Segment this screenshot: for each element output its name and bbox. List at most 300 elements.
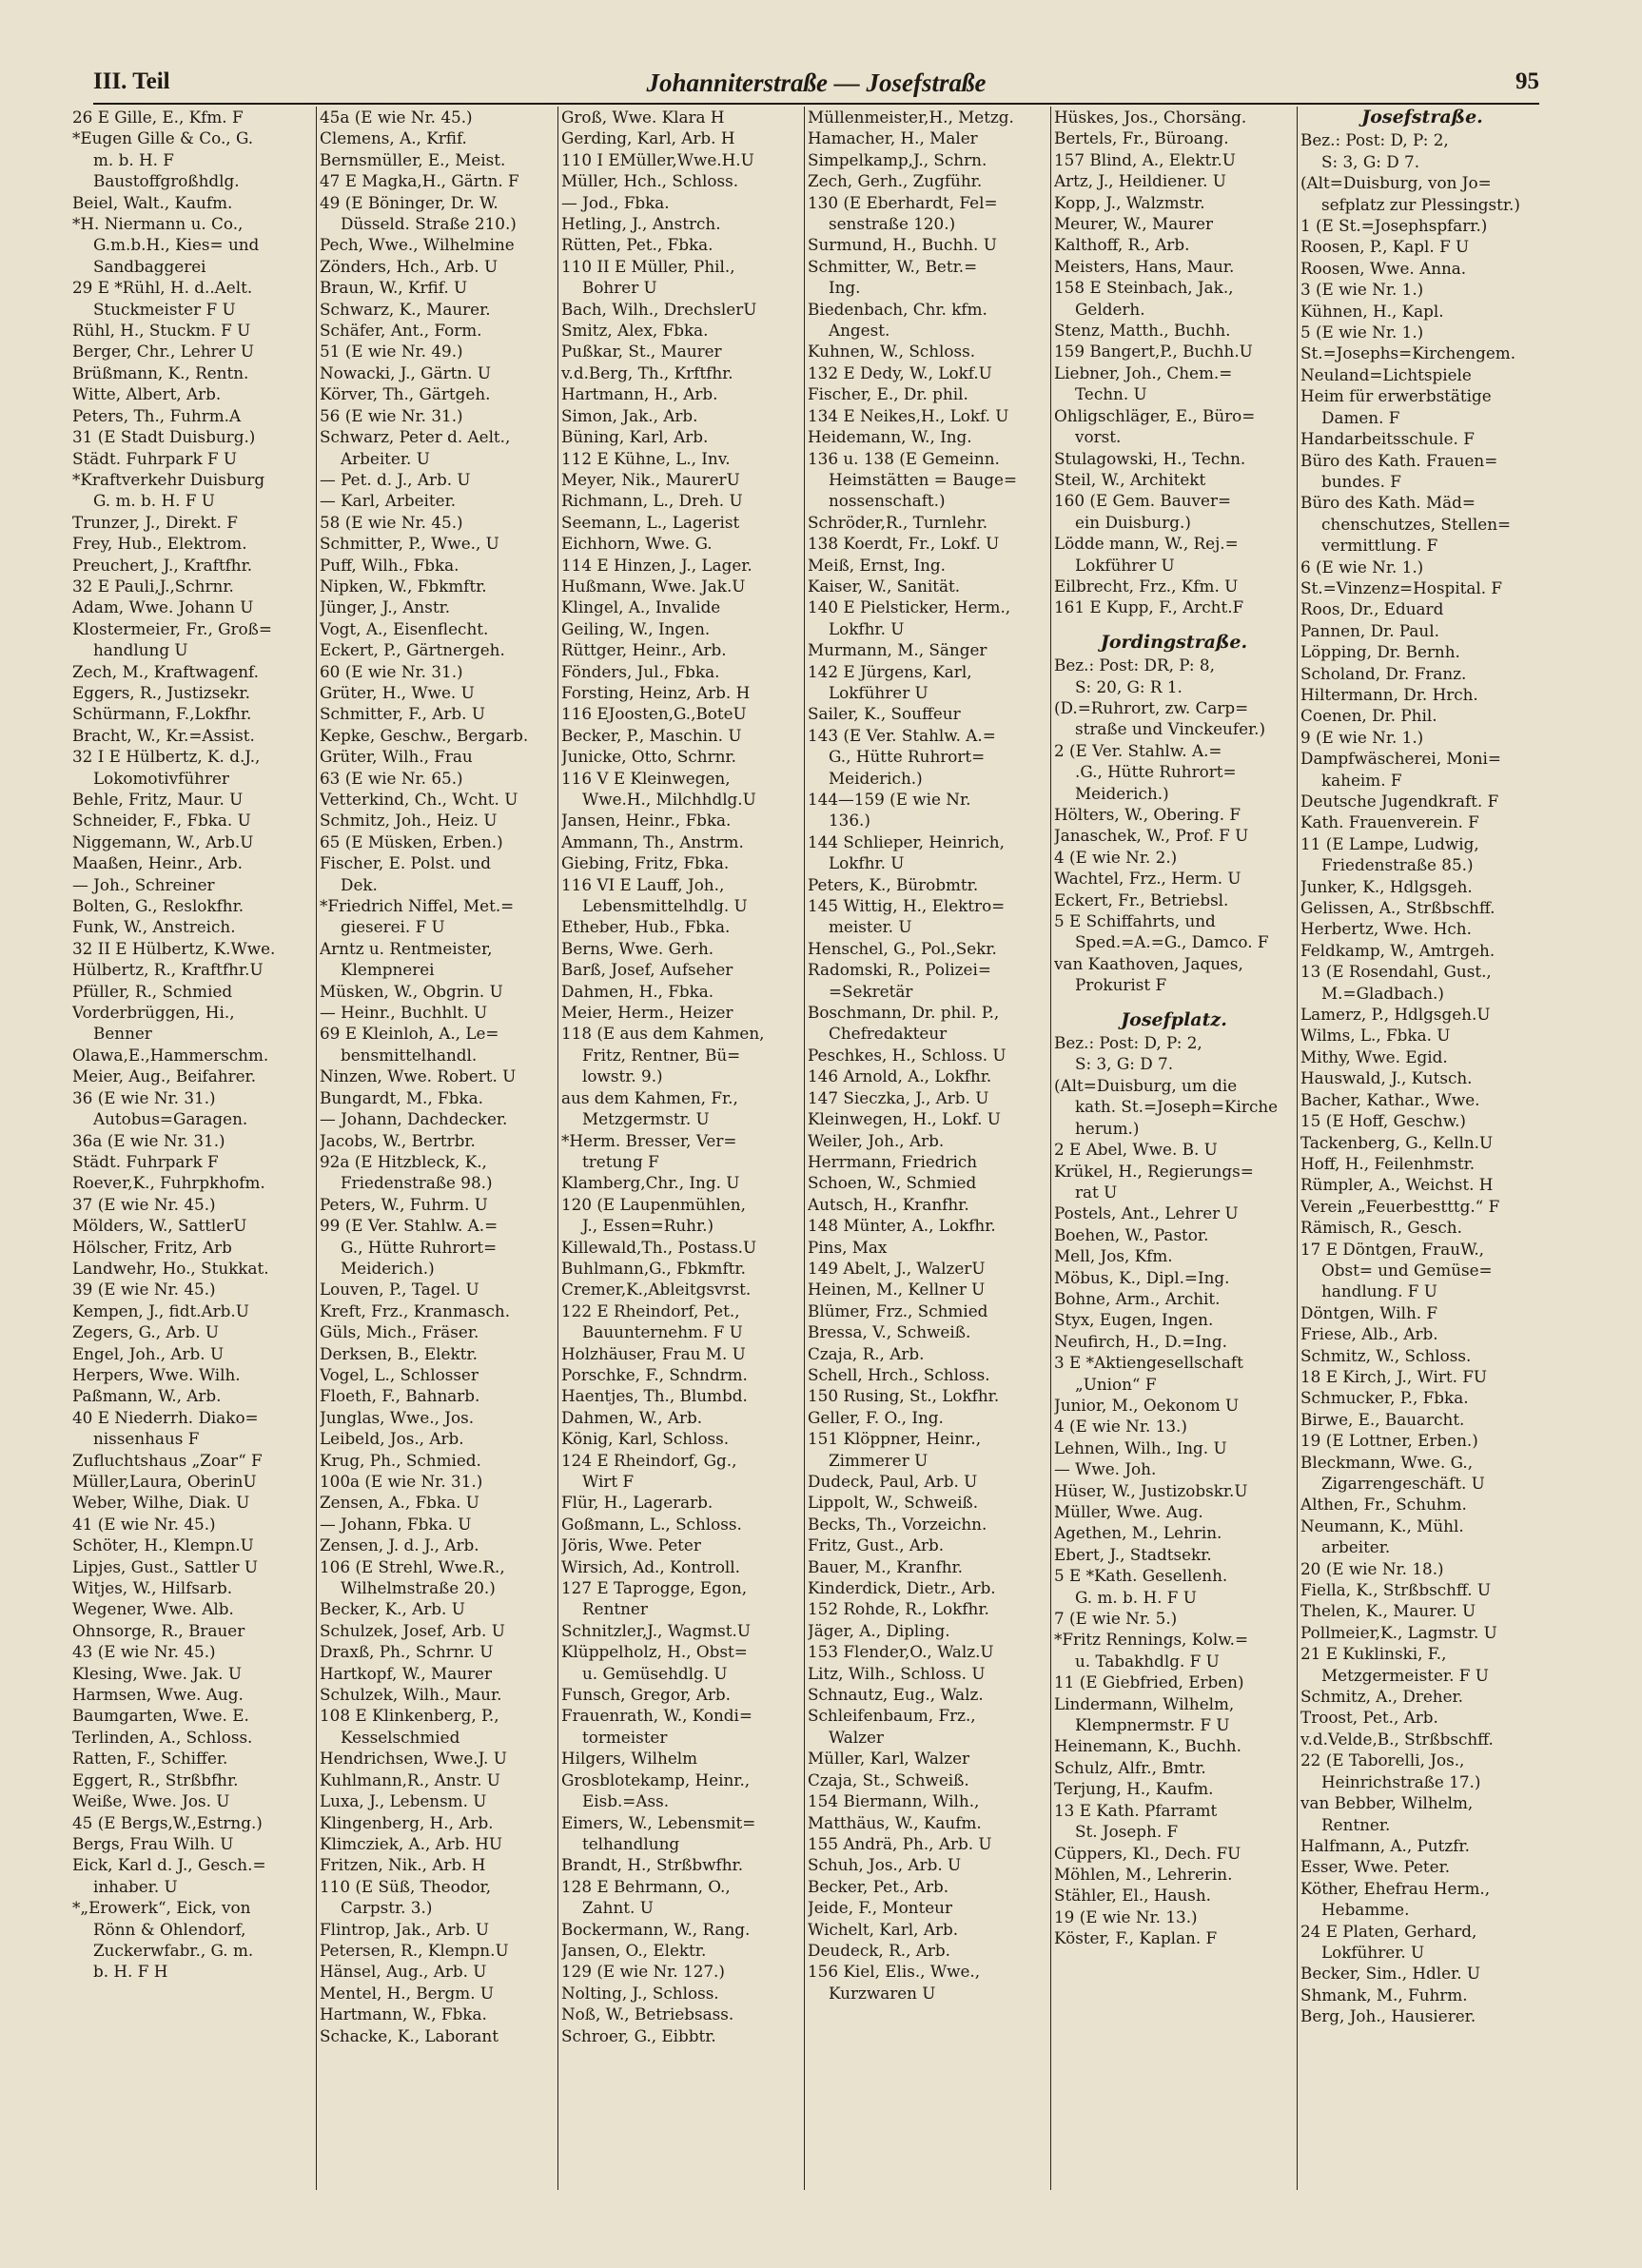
directory-entry: Friedenstraße 85.) bbox=[1321, 855, 1474, 875]
directory-entry: herum.) bbox=[1075, 1118, 1140, 1138]
directory-entry: 58 (E wie Nr. 45.) bbox=[320, 512, 463, 532]
directory-entry: meister. U bbox=[829, 917, 912, 937]
directory-entry: Bergs, Frau Wilh. U bbox=[72, 1833, 234, 1853]
directory-entry: 92a (E Hitzbleck, K., bbox=[320, 1151, 487, 1171]
directory-entry: Frauenrath, W., Kondi= bbox=[561, 1706, 753, 1726]
directory-entry: 114 E Hinzen, J., Lager. bbox=[561, 555, 753, 575]
column-3 bbox=[561, 107, 801, 2190]
directory-entry: handlung. F U bbox=[1321, 1281, 1437, 1301]
directory-entry: Bez.: Post: D, P: 2, bbox=[1300, 130, 1449, 150]
directory-entry: Wichelt, Karl, Arb. bbox=[808, 1919, 959, 1939]
directory-entry: 116 V E Kleinwegen, bbox=[561, 768, 731, 788]
directory-entry: Eick, Karl d. J., Gesch.= bbox=[72, 1855, 266, 1875]
directory-entry: Barß, Josef, Aufseher bbox=[561, 960, 733, 980]
directory-entry: Prokurist F bbox=[1075, 975, 1167, 995]
directory-entry: Meiderich.) bbox=[341, 1258, 435, 1278]
directory-entry: 159 Bangert,P., Buchh.U bbox=[1054, 342, 1253, 362]
directory-entry: Mithy, Wwe. Egid. bbox=[1300, 1046, 1448, 1066]
column-divider bbox=[557, 107, 558, 2190]
directory-entry: Draxß, Ph., Schrnr. U bbox=[320, 1642, 494, 1662]
directory-entry: 136.) bbox=[829, 811, 870, 831]
directory-entry: G., Hütte Ruhrort= bbox=[341, 1237, 498, 1257]
directory-entry: Mölders, W., SattlerU bbox=[72, 1216, 247, 1236]
directory-entry: Carpstr. 3.) bbox=[341, 1898, 433, 1918]
directory-entry: Angest. bbox=[829, 321, 890, 341]
directory-entry: Becker, P., Maschin. U bbox=[561, 725, 742, 745]
directory-entry: Klingel, A., Invalide bbox=[561, 597, 721, 617]
directory-entry: Bernsmüller, E., Meist. bbox=[320, 149, 506, 169]
directory-entry: *Friedrich Niffel, Met.= bbox=[320, 896, 515, 916]
directory-entry: Verein „Feuerbestttg.“ F bbox=[1300, 1196, 1500, 1216]
directory-entry: Schmitz, A., Dreher. bbox=[1300, 1687, 1464, 1707]
directory-entry: 31 (E Stadt Duisburg.) bbox=[72, 427, 256, 447]
directory-entry: Müller, Karl, Walzer bbox=[808, 1749, 970, 1769]
directory-entry: Hoff, H., Feilenhmstr. bbox=[1300, 1153, 1476, 1173]
directory-entry: Bleckmann, Wwe. G., bbox=[1300, 1452, 1474, 1472]
directory-entry: Kreft, Frz., Kranmasch. bbox=[320, 1300, 511, 1320]
directory-entry: *Herm. Bresser, Ver= bbox=[561, 1130, 737, 1150]
directory-entry: Grüter, H., Wwe. U bbox=[320, 682, 475, 702]
directory-entry: 116 EJoosten,G.,BoteU bbox=[561, 704, 747, 724]
directory-entry: St.=Josephs=Kirchengem. bbox=[1300, 343, 1516, 363]
directory-entry: Bauunternehm. F U bbox=[582, 1322, 743, 1342]
directory-entry: Möhlen, M., Lehrerin. bbox=[1054, 1864, 1233, 1884]
directory-entry: Schöter, H., Klempn.U bbox=[72, 1535, 254, 1555]
directory-entry: 112 E Kühne, L., Inv. bbox=[561, 448, 731, 468]
directory-entry: 69 E Kleinloh, A., Le= bbox=[320, 1024, 499, 1044]
directory-entry: Bressa, V., Schweiß. bbox=[808, 1322, 971, 1342]
directory-entry: Kuhnen, W., Schloss. bbox=[808, 342, 976, 362]
directory-entry: Pins, Max bbox=[808, 1237, 888, 1257]
directory-entry: Ebert, J., Stadtsekr. bbox=[1054, 1544, 1212, 1564]
directory-entry: 138 Koerdt, Fr., Lokf. U bbox=[808, 534, 1000, 554]
directory-entry: 36 (E wie Nr. 31.) bbox=[72, 1087, 216, 1107]
header-rule bbox=[93, 103, 1539, 105]
directory-entry: Schneider, F., Fbka. U bbox=[72, 811, 251, 831]
directory-entry: Meier, Aug., Beifahrer. bbox=[72, 1066, 257, 1086]
directory-entry: .G., Hütte Ruhrort= bbox=[1075, 762, 1237, 782]
directory-entry: 106 (E Strehl, Wwe.R., bbox=[320, 1556, 505, 1576]
directory-entry: 45 (E Bergs,W.,Estrng.) bbox=[72, 1812, 263, 1832]
directory-entry: Peters, W., Fuhrm. U bbox=[320, 1194, 488, 1214]
directory-entry: St.=Vinzenz=Hospital. F bbox=[1300, 577, 1503, 597]
directory-entry: Rütten, Pet., Fbka. bbox=[561, 235, 713, 255]
directory-entry: 43 (E wie Nr. 45.) bbox=[72, 1642, 216, 1662]
directory-entry: Czaja, R., Arb. bbox=[808, 1343, 925, 1363]
directory-entry: Cremer,K.,Ableitgsvrst. bbox=[561, 1280, 752, 1300]
directory-entry: Schuh, Jos., Arb. U bbox=[808, 1855, 962, 1875]
directory-entry: Sailer, K., Souffeur bbox=[808, 704, 961, 724]
directory-entry: Gelderh. bbox=[1075, 299, 1145, 319]
directory-entry: Killewald,Th., Postass.U bbox=[561, 1237, 757, 1257]
directory-entry: Benner bbox=[93, 1024, 152, 1044]
directory-entry: Schwarz, K., Maurer. bbox=[320, 299, 491, 319]
directory-entry: Haentjes, Th., Blumbd. bbox=[561, 1386, 748, 1406]
directory-entry: Jansen, Heinr., Fbka. bbox=[561, 811, 732, 831]
directory-entry: 145 Wittig, H., Elektro= bbox=[808, 896, 1006, 916]
directory-entry: Lindermann, Wilhelm, bbox=[1054, 1693, 1235, 1713]
directory-entry: *„Erowerk“, Eick, von bbox=[72, 1898, 251, 1918]
directory-entry: 1 (E St.=Josephspfarr.) bbox=[1300, 216, 1488, 236]
directory-entry: 32 I E Hülbertz, K. d.J., bbox=[72, 747, 261, 767]
directory-entry: 152 Rohde, R., Lokfhr. bbox=[808, 1599, 989, 1619]
directory-entry: Herpers, Wwe. Wilh. bbox=[72, 1364, 241, 1384]
directory-entry: Köther, Ehefrau Herm., bbox=[1300, 1878, 1491, 1898]
directory-entry: Heinrichstraße 17.) bbox=[1321, 1771, 1481, 1791]
directory-entry: v.d.Berg, Th., Krftfhr. bbox=[561, 362, 733, 382]
directory-entry: Smitz, Alex, Fbka. bbox=[561, 321, 709, 341]
directory-entry: Friedenstraße 98.) bbox=[341, 1173, 493, 1193]
directory-entry: Bohrer U bbox=[582, 278, 657, 298]
directory-entry: Friese, Alb., Arb. bbox=[1300, 1324, 1438, 1344]
directory-entry: 2 (E Ver. Stahlw. A.= bbox=[1054, 740, 1222, 760]
directory-entry: Dahmen, H., Fbka. bbox=[561, 981, 714, 1001]
directory-entry: Fritz, Rentner, Bü= bbox=[582, 1045, 741, 1065]
directory-entry: Zensen, J. d. J., Arb. bbox=[320, 1535, 479, 1555]
directory-entry: Roever,K., Fuhrpkhofm. bbox=[72, 1173, 265, 1193]
directory-entry: Müllenmeister,H., Metzg. bbox=[808, 108, 1014, 127]
directory-entry: St. Joseph. F bbox=[1075, 1822, 1179, 1842]
directory-entry: Meiß, Ernst, Ing. bbox=[808, 555, 946, 575]
directory-entry: 18 E Kirch, J., Wirt. FU bbox=[1300, 1366, 1488, 1386]
directory-entry: 143 (E Ver. Stahlw. A.= bbox=[808, 725, 996, 745]
directory-entry: 56 (E wie Nr. 31.) bbox=[320, 405, 463, 425]
directory-entry: 11 (E Lampe, Ludwig, bbox=[1300, 833, 1479, 853]
directory-entry: Vorderbrüggen, Hi., bbox=[72, 1003, 235, 1023]
column-2 bbox=[320, 107, 557, 2190]
directory-entry: Schmitter, W., Betr.= bbox=[808, 256, 978, 276]
directory-entry: Vogel, L., Schlosser bbox=[320, 1364, 479, 1384]
directory-entry: Blümer, Frz., Schmied bbox=[808, 1300, 988, 1320]
directory-entry: 6 (E wie Nr. 1.) bbox=[1300, 557, 1424, 577]
directory-entry: Hendrichsen, Wwe.J. U bbox=[320, 1749, 507, 1769]
directory-entry: Düsseld. Straße 210.) bbox=[341, 214, 517, 234]
directory-entry: bensmittelhandl. bbox=[341, 1045, 478, 1065]
directory-entry: Rämisch, R., Gesch. bbox=[1300, 1218, 1462, 1238]
directory-entry: Kinderdick, Dietr., Arb. bbox=[808, 1578, 996, 1598]
directory-entry: Büro des Kath. Mäd= bbox=[1300, 493, 1476, 513]
directory-entry: 130 (E Eberhardt, Fel= bbox=[808, 192, 998, 212]
directory-entry: ein Duisburg.) bbox=[1075, 512, 1191, 532]
page-header bbox=[93, 68, 1539, 103]
directory-entry: Ohligschläger, E., Büro= bbox=[1054, 405, 1256, 425]
directory-entry: Lokführer U bbox=[829, 682, 929, 702]
directory-entry: G. m. b. H. F U bbox=[1075, 1587, 1197, 1607]
directory-entry: — Wwe. Joh. bbox=[1054, 1459, 1157, 1479]
directory-entry: Bracht, W., Kr.=Assist. bbox=[72, 725, 255, 745]
directory-entry: Becker, Pet., Arb. bbox=[808, 1876, 949, 1896]
directory-entry: Brandt, H., Strßbwfhr. bbox=[561, 1855, 744, 1875]
page-number: 95 bbox=[1515, 68, 1539, 94]
directory-entry: Surmund, H., Buchh. U bbox=[808, 235, 997, 255]
directory-entry: Eichhorn, Wwe. G. bbox=[561, 534, 713, 554]
directory-entry: 158 E Steinbach, Jak., bbox=[1054, 278, 1234, 298]
directory-entry: nissenhaus F bbox=[93, 1429, 200, 1449]
directory-entry: Clemens, A., Krfif. bbox=[320, 128, 467, 148]
directory-entry: inhaber. U bbox=[93, 1876, 178, 1896]
directory-entry: Hetling, J., Anstrch. bbox=[561, 214, 721, 234]
directory-entry: Junior, M., Oekonom U bbox=[1054, 1395, 1240, 1415]
directory-entry: Nipken, W., Fbkmftr. bbox=[320, 576, 487, 596]
directory-entry: Trunzer, J., Direkt. F bbox=[72, 512, 238, 532]
directory-entry: Weiler, Joh., Arb. bbox=[808, 1130, 945, 1150]
directory-entry: (Alt=Duisburg, von Jo= bbox=[1300, 173, 1492, 193]
directory-entry: Bez.: Post: DR, P: 8, bbox=[1054, 655, 1215, 675]
directory-entry: Geller, F. O., Ing. bbox=[808, 1407, 944, 1427]
directory-entry: Flür, H., Lagerarb. bbox=[561, 1493, 713, 1513]
directory-entry: m. b. H. F bbox=[93, 149, 174, 169]
directory-entry: 108 E Klinkenberg, P., bbox=[320, 1706, 499, 1726]
directory-entry: Preuchert, J., Kraftfhr. bbox=[72, 555, 253, 575]
directory-entry: — Heinr., Buchhlt. U bbox=[320, 1003, 488, 1023]
directory-entry: Czaja, St., Schweiß. bbox=[808, 1769, 969, 1789]
directory-entry: G.m.b.H., Kies= und bbox=[93, 235, 260, 255]
directory-entry: Hußmann, Wwe. Jak.U bbox=[561, 576, 746, 596]
street-heading: Josefplatz. bbox=[1121, 1008, 1227, 1030]
directory-entry: Schäfer, Ant., Form. bbox=[320, 321, 482, 341]
directory-entry: Schnautz, Eug., Walz. bbox=[808, 1685, 984, 1705]
directory-entry: Möbus, K., Dipl.=Ing. bbox=[1054, 1267, 1230, 1287]
directory-entry: van Bebber, Wilhelm, bbox=[1300, 1793, 1474, 1813]
column-1 bbox=[72, 107, 310, 2190]
directory-entry: Berger, Chr., Lehrer U bbox=[72, 342, 254, 362]
directory-entry: Landwehr, Ho., Stukkat. bbox=[72, 1258, 269, 1278]
directory-entry: Deudeck, R., Arb. bbox=[808, 1940, 950, 1960]
directory-entry: Seemann, L., Lagerist bbox=[561, 512, 740, 532]
column-divider bbox=[316, 107, 317, 2190]
directory-entry: Rümpler, A., Weichst. H bbox=[1300, 1175, 1494, 1195]
directory-entry: Lehnen, Wilh., Ing. U bbox=[1054, 1437, 1227, 1457]
directory-entry: Zuckerwfabr., G. m. bbox=[93, 1940, 254, 1960]
directory-entry: Gerding, Karl, Arb. H bbox=[561, 128, 735, 148]
directory-entry: Kempen, J., fidt.Arb.U bbox=[72, 1300, 249, 1320]
directory-entry: 116 VI E Lauff, Joh., bbox=[561, 874, 725, 894]
directory-entry: — Jod., Fbka. bbox=[561, 192, 670, 212]
directory-entry: Schwarz, Peter d. Aelt., bbox=[320, 427, 511, 447]
directory-entry: 40 E Niederrh. Diako= bbox=[72, 1407, 259, 1427]
directory-entry: Schoen, W., Schmied bbox=[808, 1173, 977, 1193]
directory-entry: Weiße, Wwe. Jos. U bbox=[72, 1791, 230, 1811]
directory-entry: Büning, Karl, Arb. bbox=[561, 427, 709, 447]
directory-entry: 3 (E wie Nr. 1.) bbox=[1300, 280, 1424, 300]
directory-entry: Derksen, B., Elektr. bbox=[320, 1343, 478, 1363]
directory-entry: Hüser, W., Justizobskr.U bbox=[1054, 1480, 1248, 1500]
directory-entry: =Sekretär bbox=[829, 981, 913, 1001]
directory-entry: u. Tabakhdlg. F U bbox=[1075, 1651, 1220, 1671]
directory-entry: Giebing, Fritz, Fbka. bbox=[561, 853, 730, 873]
directory-entry: 11 (E Giebfried, Erben) bbox=[1054, 1672, 1244, 1692]
directory-entry: Schnitzler,J., Wagmst.U bbox=[561, 1620, 751, 1640]
directory-entry: 127 E Taprogge, Egon, bbox=[561, 1578, 748, 1598]
column-4 bbox=[808, 107, 1047, 2190]
directory-entry: 32 II E Hülbertz, K.Wwe. bbox=[72, 938, 276, 958]
directory-entry: Peters, K., Bürobmtr. bbox=[808, 874, 979, 894]
directory-entry: Kepke, Geschw., Bergarb. bbox=[320, 725, 529, 745]
directory-entry: 99 (E Ver. Stahlw. A.= bbox=[320, 1216, 498, 1236]
directory-entry: 136 u. 138 (E Gemeinn. bbox=[808, 448, 1000, 468]
directory-entry: Ohnsorge, R., Brauer bbox=[72, 1620, 245, 1640]
directory-entry: Becker, Sim., Hdler. U bbox=[1300, 1964, 1481, 1984]
directory-entry: 13 (E Rosendahl, Gust., bbox=[1300, 962, 1492, 982]
directory-entry: 49 (E Böninger, Dr. W. bbox=[320, 192, 498, 212]
directory-entry: Berg, Joh., Hausierer. bbox=[1300, 2006, 1476, 2026]
directory-entry: Lokführer U bbox=[1075, 555, 1175, 575]
directory-entry: Pannen, Dr. Paul. bbox=[1300, 620, 1439, 640]
directory-entry: Zufluchtshaus „Zoar“ F bbox=[72, 1450, 263, 1470]
directory-entry: Hartkopf, W., Maurer bbox=[320, 1663, 492, 1683]
directory-entry: Heinen, M., Kellner U bbox=[808, 1280, 986, 1300]
directory-entry: 124 E Rheindorf, Gg., bbox=[561, 1450, 737, 1470]
directory-entry: Artz, J., Heildiener. U bbox=[1054, 171, 1226, 191]
directory-entry: Floeth, F., Bahnarb. bbox=[320, 1386, 480, 1406]
directory-entry: 24 E Platen, Gerhard, bbox=[1300, 1921, 1477, 1941]
directory-entry: Baumgarten, Wwe. E. bbox=[72, 1706, 249, 1726]
directory-entry: Vogt, A., Eisenflecht. bbox=[320, 618, 489, 638]
directory-entry: Bungardt, M., Fbka. bbox=[320, 1087, 483, 1107]
directory-entry: Eilbrecht, Frz., Kfm. U bbox=[1054, 576, 1239, 596]
directory-entry: 122 E Rheindorf, Pet., bbox=[561, 1300, 740, 1320]
directory-entry: Müsken, W., Obgrin. U bbox=[320, 981, 503, 1001]
directory-entry: Bez.: Post: D, P: 2, bbox=[1054, 1033, 1202, 1053]
directory-entry: Becker, K., Arb. U bbox=[320, 1599, 465, 1619]
directory-entry: Scholand, Dr. Franz. bbox=[1300, 663, 1467, 683]
directory-entry: Bacher, Kathar., Wwe. bbox=[1300, 1089, 1480, 1109]
directory-entry: Louven, P., Tagel. U bbox=[320, 1280, 479, 1300]
directory-entry: Heim für erwerbstätige bbox=[1300, 386, 1492, 406]
directory-entry: Wirsich, Ad., Kontroll. bbox=[561, 1556, 740, 1576]
directory-entry: Feldkamp, W., Amtrgeh. bbox=[1300, 940, 1495, 960]
directory-entry: 7 (E wie Nr. 5.) bbox=[1054, 1609, 1178, 1629]
directory-entry: Hartmann, W., Fbka. bbox=[320, 2004, 487, 2024]
directory-entry: Ratten, F., Schiffer. bbox=[72, 1749, 228, 1769]
directory-entry: Hauswald, J., Kutsch. bbox=[1300, 1068, 1473, 1088]
directory-entry: Holzhäuser, Frau M. U bbox=[561, 1343, 746, 1363]
directory-entry: Troost, Pet., Arb. bbox=[1300, 1708, 1438, 1728]
directory-entry: 65 (E Müsken, Erben.) bbox=[320, 831, 503, 851]
directory-entry: Autobus=Garagen. bbox=[93, 1109, 248, 1129]
directory-entry: Groß, Wwe. Klara H bbox=[561, 108, 725, 127]
directory-entry: 153 Flender,O., Walz.U bbox=[808, 1642, 994, 1662]
directory-entry: 100a (E wie Nr. 31.) bbox=[320, 1472, 483, 1491]
directory-entry: Grosblotekamp, Heinr., bbox=[561, 1769, 751, 1789]
directory-entry: Bolten, G., Reslokfhr. bbox=[72, 896, 244, 916]
directory-entry: Boehen, W., Pastor. bbox=[1054, 1224, 1209, 1244]
directory-entry: Olawa,E.,Hammerschm. bbox=[72, 1045, 269, 1065]
directory-entry: Forsting, Heinz, Arb. H bbox=[561, 682, 751, 702]
directory-entry: Goßmann, L., Schloss. bbox=[561, 1514, 742, 1534]
running-title: Johanniterstraße — Josefstraße bbox=[646, 68, 987, 97]
directory-entry: Döntgen, Wilh. F bbox=[1300, 1302, 1438, 1322]
part-label: III. Teil bbox=[93, 68, 170, 94]
directory-entry: *Fritz Rennings, Kolw.= bbox=[1054, 1630, 1249, 1650]
directory-entry: Braun, W., Krfif. U bbox=[320, 278, 468, 298]
directory-entry: Schürmann, F.,Lokfhr. bbox=[72, 704, 252, 724]
directory-entry: Techn. U bbox=[1075, 384, 1147, 404]
directory-entry: Janaschek, W., Prof. F U bbox=[1054, 826, 1249, 846]
directory-entry: 149 Abelt, J., WalzerU bbox=[808, 1258, 986, 1278]
directory-entry: Klempnermstr. F U bbox=[1075, 1715, 1230, 1735]
directory-entry: senstraße 120.) bbox=[829, 214, 956, 234]
directory-entry: Junglas, Wwe., Jos. bbox=[320, 1407, 475, 1427]
directory-entry: Dek. bbox=[341, 874, 378, 894]
directory-entry: Niggemann, W., Arb.U bbox=[72, 831, 254, 851]
directory-entry: Pech, Wwe., Wilhelmine bbox=[320, 235, 515, 255]
directory-entry: Esser, Wwe. Peter. bbox=[1300, 1857, 1451, 1877]
directory-entry: Kalthoff, R., Arb. bbox=[1054, 235, 1190, 255]
directory-entry: Beiel, Walt., Kaufm. bbox=[72, 192, 233, 212]
directory-entry: Sped.=A.=G., Damco. F bbox=[1075, 932, 1269, 952]
directory-entry: Zensen, A., Fbka. U bbox=[320, 1493, 479, 1513]
directory-entry: Kaiser, W., Sanität. bbox=[808, 576, 961, 596]
directory-entry: Neufirch, H., D.=Ing. bbox=[1054, 1331, 1227, 1351]
directory-entry: Junicke, Otto, Schrnr. bbox=[561, 747, 736, 767]
directory-entry: Büro des Kath. Frauen= bbox=[1300, 450, 1498, 470]
directory-entry: Harmsen, Wwe. Aug. bbox=[72, 1685, 244, 1705]
directory-entry: — Pet. d. J., Arb. U bbox=[320, 469, 471, 489]
directory-entry: Simon, Jak., Arb. bbox=[561, 405, 698, 425]
directory-entry: 148 Münter, A., Lokfhr. bbox=[808, 1216, 996, 1236]
directory-entry: Deutsche Jugendkraft. F bbox=[1300, 792, 1499, 811]
directory-entry: Simpelkamp,J., Schrn. bbox=[808, 149, 987, 169]
directory-entry: 3 E *Aktiengesellschaft bbox=[1054, 1353, 1243, 1373]
directory-entry: Jacobs, W., Bertrbr. bbox=[320, 1130, 476, 1150]
directory-entry: Städt. Fuhrpark F bbox=[72, 1151, 219, 1171]
directory-entry: 51 (E wie Nr. 49.) bbox=[320, 342, 463, 362]
directory-entry: Maaßen, Heinr., Arb. bbox=[72, 853, 243, 873]
directory-entry: Städt. Fuhrpark F U bbox=[72, 448, 238, 468]
directory-entry: 144—159 (E wie Nr. bbox=[808, 790, 971, 809]
directory-entry: Klimcziek, A., Arb. HU bbox=[320, 1833, 503, 1853]
directory-entry: S: 20, G: R 1. bbox=[1075, 676, 1183, 696]
directory-entry: Eckert, Fr., Betriebsl. bbox=[1054, 890, 1229, 909]
directory-entry: Hartmann, H., Arb. bbox=[561, 384, 718, 404]
directory-entry: Lippolt, W., Schweiß. bbox=[808, 1493, 979, 1513]
directory-entry: Buhlmann,G., Fbkmftr. bbox=[561, 1258, 746, 1278]
directory-entry: sefplatz zur Plessingstr.) bbox=[1321, 194, 1520, 214]
directory-entry: König, Karl, Schloss. bbox=[561, 1429, 730, 1449]
directory-entry: Fönders, Jul., Fbka. bbox=[561, 661, 720, 681]
directory-entry: Fiella, K., Strßbschff. U bbox=[1300, 1580, 1492, 1600]
directory-entry: Klamberg,Chr., Ing. U bbox=[561, 1173, 740, 1193]
directory-entry: — Karl, Arbeiter. bbox=[320, 491, 457, 511]
directory-entry: gieserei. F U bbox=[341, 917, 445, 937]
directory-entry: 5 E Schiffahrts, und bbox=[1054, 911, 1216, 931]
directory-entry: 22 (E Taborelli, Jos., bbox=[1300, 1750, 1465, 1770]
directory-entry: Henschel, G., Pol.,Sekr. bbox=[808, 938, 997, 958]
directory-entry: Schmitter, P., Wwe., U bbox=[320, 534, 499, 554]
directory-entry: Obst= und Gemüse= bbox=[1321, 1260, 1493, 1280]
directory-entry: Ing. bbox=[829, 278, 861, 298]
directory-entry: Schmitter, F., Arb. U bbox=[320, 704, 485, 724]
directory-entry: vorst. bbox=[1075, 427, 1122, 447]
directory-entry: 110 (E Süß, Theodor, bbox=[320, 1876, 492, 1896]
directory-entry: 32 E Pauli,J.,Schrnr. bbox=[72, 576, 234, 596]
directory-entry: Rönn & Ohlendorf, bbox=[93, 1919, 246, 1939]
directory-entry: Grüter, Wilh., Frau bbox=[320, 747, 473, 767]
directory-entry: 13 E Kath. Pfarramt bbox=[1054, 1800, 1218, 1820]
directory-entry: Heinemann, K., Buchh. bbox=[1054, 1736, 1241, 1756]
directory-entry: Neuland=Lichtspiele bbox=[1300, 364, 1472, 384]
directory-entry: Zech, Gerh., Zugführ. bbox=[808, 171, 983, 191]
directory-entry: Arbeiter. U bbox=[341, 448, 430, 468]
directory-entry: Pfüller, R., Schmied bbox=[72, 981, 233, 1001]
directory-entry: Stenz, Matth., Buchh. bbox=[1054, 321, 1231, 341]
directory-entry: Fischer, E. Polst. und bbox=[320, 853, 491, 873]
directory-entry: Mell, Jos, Kfm. bbox=[1054, 1246, 1173, 1266]
directory-entry: 17 E Döntgen, FrauW., bbox=[1300, 1239, 1484, 1259]
directory-entry: 45a (E wie Nr. 45.) bbox=[320, 108, 473, 127]
directory-entry: aus dem Kahmen, Fr., bbox=[561, 1087, 738, 1107]
